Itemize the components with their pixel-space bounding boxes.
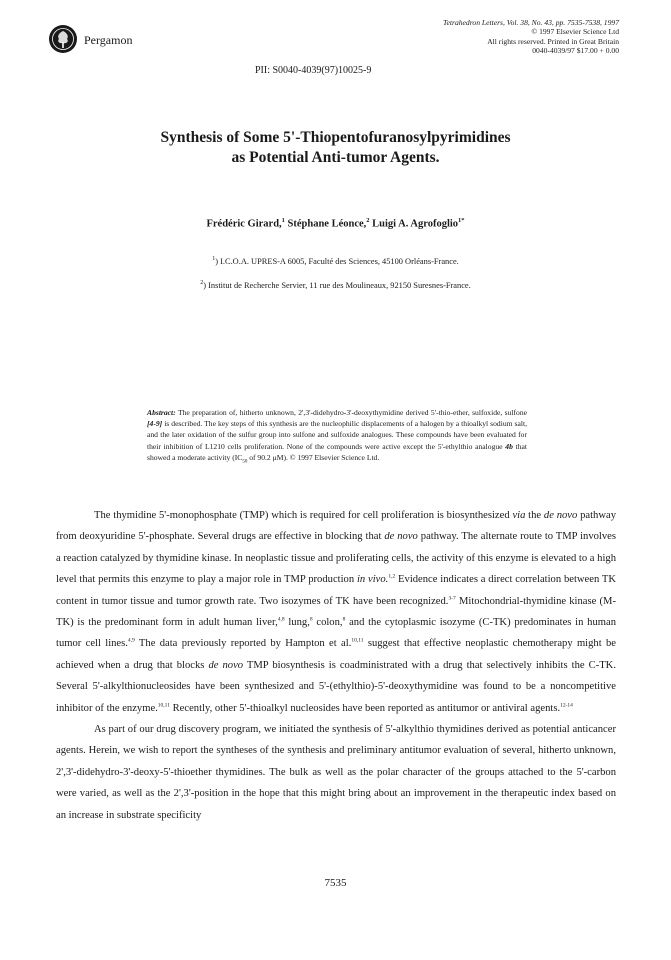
text-run: The data previously reported by Hampton et al. (134, 638, 352, 650)
text-run: pathway from deoxyuridine 5'-phosphate. Several drugs are effective in blocking that (56, 510, 616, 543)
text-run: lung, (284, 617, 310, 629)
affiliation (60, 280, 611, 290)
italic-term: via (512, 510, 526, 521)
author-name: Stéphane Léonce, (287, 218, 367, 230)
abstract-text: of 90.2 μM). © 1997 Elsevier Science Ltd. (247, 452, 380, 462)
ic50-subscript: 50 (242, 459, 248, 465)
active-compound: 4b (505, 441, 513, 451)
abstract-text: is described. The key steps of this synthesis are the nucleophilic displacements of a halogen by a thioalkyl sodium salt, and the later oxidation of the sulfur group into sulfone and sulfoxide analogues. These compounds have been evaluated for their inhibition of L1210 cells proliferation. None of the compounds were active except the 5'-ethylthio analogue (147, 419, 527, 451)
citation-ref: 3-7 (448, 595, 456, 602)
rights-line: All rights reserved. Printed in Great Britain (487, 36, 619, 46)
author-affiliation-mark: 2 (366, 217, 370, 224)
author-name: Luigi A. Agrofoglio (372, 218, 459, 230)
citation-ref: 1,2 (388, 573, 396, 580)
issn-price-line: 0040-4039/97 $17.00 + 0.00 (532, 46, 619, 56)
pergamon-logo-icon (48, 24, 78, 54)
text-run: The thymidine 5'-monophosphate (TMP) which is required for cell proliferation is biosynthesized (94, 510, 513, 521)
title-line: Synthesis of Some 5'-Thiopentofuranosylpyrimidines (160, 129, 511, 146)
pii-identifier: PII: S0040-4039(97)10025-9 (255, 65, 372, 76)
italic-term: de novo (384, 531, 418, 543)
author-affiliation-mark: 1* (458, 217, 465, 224)
abstract-text: The preparation of, hitherto unknown, 2',3'-didehydro-3'-deoxythymidine derived 5'-thio-ether, sulfoxide, sulfone (175, 408, 527, 417)
text-run: Mitochondrial-thymidine kinase (M-TK) is the predominant form in adult human liver, (56, 595, 616, 629)
italic-term: de novo (543, 510, 578, 521)
text-run: TMP biosynthesis is coadministrated with a drug that selectively inhibits the C-TK. Several 5'-alkylthionucleosides have been synthesized and 5'-(ethylthio)-5'-deoxythymidine was found to be a noncompetitive inhibitor of the enzyme. (56, 659, 616, 714)
affiliation (60, 256, 611, 266)
affiliation-mark: 2 (200, 280, 204, 286)
body-text (56, 505, 616, 826)
citation-ref: 10,11 (351, 637, 364, 644)
affiliation-mark: 1 (212, 256, 216, 262)
text-run: Recently, other 5'-thioalkyl nucleosides have been reported as antitumor or antiviral agents. (169, 702, 561, 714)
copyright-line: © 1997 Elsevier Science Ltd (531, 27, 619, 37)
compound-range: [4-9] (147, 419, 163, 429)
author-affiliation-mark: 1 (281, 217, 285, 224)
affiliation-text: ) Institut de Recherche Servier, 11 rue des Moulineaux, 92150 Suresnes-France. (203, 280, 471, 290)
citation-ref: 12-14 (560, 702, 573, 709)
citation-ref: 8 (309, 616, 313, 623)
text-run: and the cytoplasmic isozyme (C-TK) predominates in human tumor cell lines. (56, 617, 616, 650)
italic-term: de novo (208, 659, 244, 671)
journal-reference: Tetrahedron Letters, Vol. 38, No. 43, pp. 7535-7538, 1997 (443, 18, 619, 27)
citation-ref: 4,9 (127, 637, 135, 644)
italic-term: in vivo. (356, 574, 389, 586)
citation-ref: 4,8 (277, 616, 285, 623)
paragraph (56, 505, 616, 719)
affiliation-text: ) I.C.O.A. UPRES-A 6005, Faculté des Sciences, 45100 Orléans-France. (215, 256, 459, 266)
text-run: pathway. The alternate route to TMP involves a reaction catalyzed by thymidine kinase. In neoplastic tissue and proliferating cells, the activity of this enzyme is elevated to a high level that permits this enzyme to play a major role in TMP production (56, 531, 616, 586)
journal-citation (359, 18, 619, 56)
publisher-name: Pergamon (84, 33, 133, 47)
text-run: suggest that effective neoplastic chemotherapy might be achieved when a drug that blocks (56, 638, 616, 671)
abstract-label: Abstract: (147, 408, 176, 417)
text-run: Evidence indicates a direct correlation between TK content in tumor tissue and tumor growth rate. Two isozymes of TK have been recognized. (56, 574, 617, 607)
citation-ref: 8 (342, 616, 346, 623)
author-name: Frédéric Girard, (206, 218, 282, 230)
text-run: colon, (312, 617, 343, 629)
title-line: as Potential Anti-tumor Agents. (231, 149, 440, 166)
page-number: 7535 (324, 877, 347, 889)
paragraph: As part of our drug discovery program, we initiated the synthesis of 5'-alkylthio thymidines derived as potential anticancer agents. Herein, we wish to report the syntheses of the synthesis and preliminary antitumor evaluation of several, hitherto unknown, 2',3'-didehydro-3'-deoxy-5'-thioether thymidines. The bulk as well as the polar character of the groups attached to the 5'-carbon were varied, as well as the 2',3'-position in the hope that this might bring about an improvement in the therapeutic index based on an increase in substrate specificity (56, 724, 616, 821)
author-list (60, 217, 611, 230)
abstract (147, 407, 527, 468)
abstract-text: that showed a moderate activity (IC (147, 441, 527, 462)
citation-ref: 10,11 (157, 702, 170, 709)
paper-title (60, 128, 611, 168)
text-run: the (525, 510, 544, 521)
